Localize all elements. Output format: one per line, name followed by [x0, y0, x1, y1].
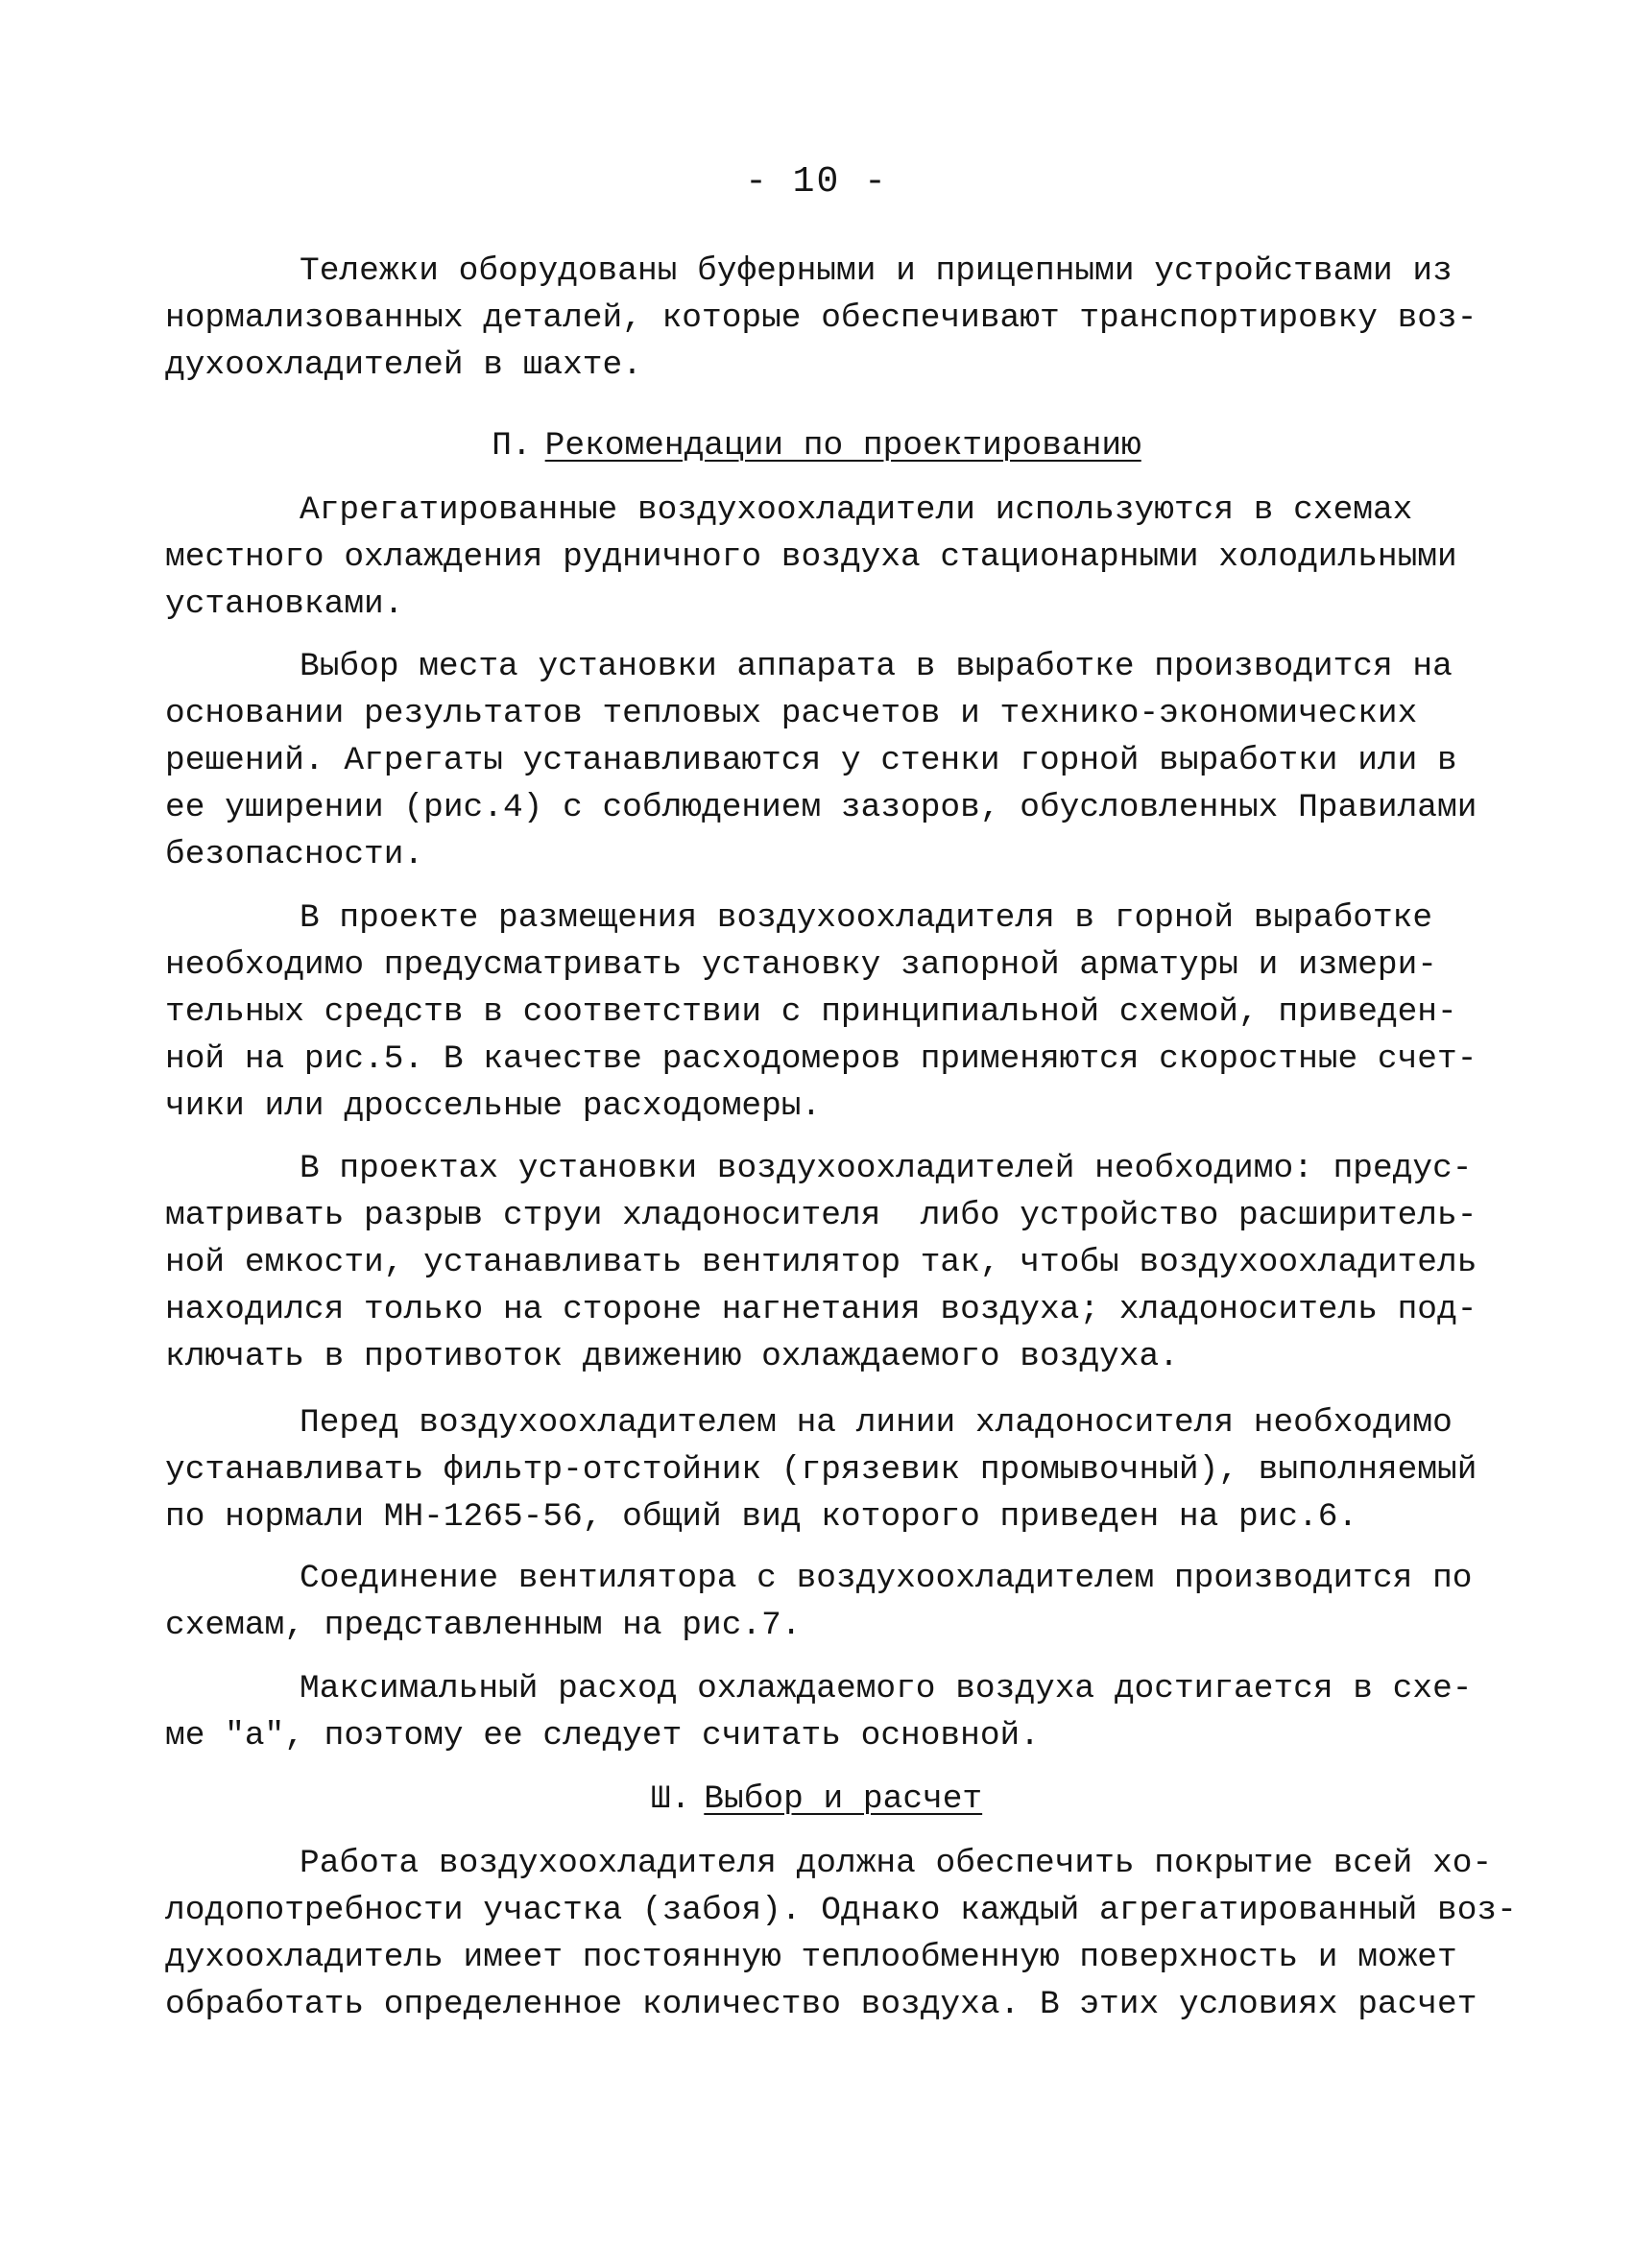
section-heading-3 [0, 1776, 1633, 1823]
paragraph-selection [165, 1840, 1517, 2028]
section-number: П. [492, 427, 532, 465]
text-line: Работа воздухоохладителя должна обеспечить покрытие всей хо- [300, 1845, 1493, 1882]
text-line: тельных средств в соответствии с принципиальной схемой, приведен- [165, 993, 1457, 1031]
text-line: Агрегатированные воздухоохладители используются в схемах [300, 491, 1413, 529]
text-line: чики или дроссельные расходомеры. [165, 1087, 822, 1125]
section-title: Выбор и расчет [704, 1780, 983, 1818]
paragraph-usage [165, 487, 1457, 628]
text-line: ее уширении (рис.4) с соблюдением зазоров, обусловленных Правилами [165, 789, 1477, 826]
text-line: нормализованных деталей, которые обеспечивают транспортировку воз- [165, 299, 1477, 337]
paragraph-requirements [165, 1145, 1477, 1380]
text-line: матривать разрыв струи хладоносителя либо устройство расширитель- [165, 1197, 1477, 1234]
text-line: установками. [165, 585, 404, 623]
text-line: необходимо предусматривать установку запорной арматуры и измери- [165, 946, 1438, 984]
text-line: духоохладителей в шахте. [165, 346, 642, 384]
text-line: ной на рис.5. В качестве расходомеров применяются скоростные счет- [165, 1040, 1477, 1078]
text-line: Соединение вентилятора с воздухоохладителем производится по [300, 1560, 1473, 1597]
text-line: Максимальный расход охлаждаемого воздуха достигается в схе- [300, 1670, 1473, 1707]
page-number: - 10 - [745, 161, 888, 203]
text-line: В проекте размещения воздухоохладителя в горной выработке [300, 899, 1433, 937]
text-line: ключать в противоток движению охлаждаемого воздуха. [165, 1338, 1179, 1375]
text-line: по нормали МН-1265-56, общий вид которого приведен на рис.6. [165, 1498, 1358, 1536]
text-line: Выбор места установки аппарата в выработке производится на [300, 648, 1453, 685]
text-line: В проектах установки воздухоохладителей необходимо: предус- [300, 1150, 1473, 1187]
text-line: находился только на стороне нагнетания воздуха; хладоноситель под- [165, 1291, 1477, 1328]
text-line: решений. Агрегаты устанавливаются у стенки горной выработки или в [165, 742, 1457, 779]
text-line: основании результатов тепловых расчетов и технико-экономических [165, 695, 1418, 732]
text-line: обработать определенное количество воздуха. В этих условиях расчет [165, 1986, 1477, 2023]
text-line: устанавливать фильтр-отстойник (грязевик промывочный), выполняемый [165, 1451, 1477, 1489]
text-line: безопасности. [165, 836, 424, 873]
paragraph-connection [165, 1555, 1473, 1649]
paragraph-max-flow [165, 1665, 1473, 1759]
text-line: Перед воздухоохладителем на линии хладоносителя необходимо [300, 1404, 1453, 1442]
section-heading-2 [0, 422, 1633, 469]
text-line: духоохладитель имеет постоянную теплообменную поверхность и может [165, 1939, 1457, 1976]
paragraph-trolleys [165, 248, 1477, 389]
text-line: ной емкости, устанавливать вентилятор так, чтобы воздухоохладитель [165, 1244, 1477, 1281]
paragraph-placement [165, 643, 1477, 878]
paragraph-project [165, 895, 1477, 1130]
paragraph-filter [165, 1399, 1477, 1540]
section-title: Рекомендации по проектированию [544, 427, 1141, 465]
text-line: ме "а", поэтому ее следует считать основной. [165, 1717, 1040, 1755]
section-number: Ш. [650, 1780, 691, 1818]
text-line: Тележки оборудованы буферными и прицепными устройствами из [300, 252, 1453, 290]
text-line: схемам, представленным на рис.7. [165, 1607, 802, 1644]
text-line: лодопотребности участка (забоя). Однако каждый агрегатированный воз- [165, 1892, 1517, 1929]
text-line: местного охлаждения рудничного воздуха стационарными холодильными [165, 538, 1457, 576]
